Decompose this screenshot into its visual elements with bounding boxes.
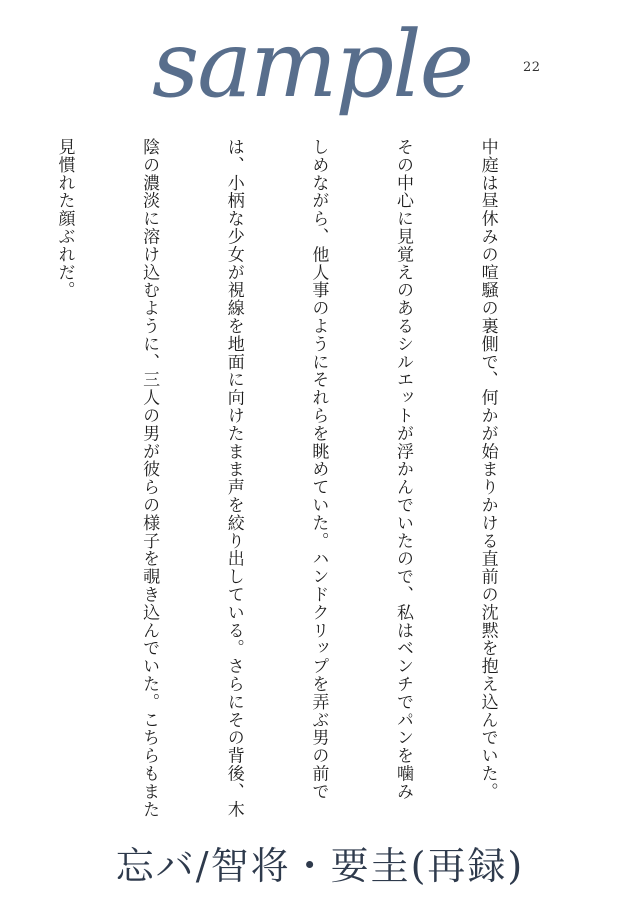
text-line: その中心に見覚えのあるシルエットが浮かんでいたので、私はベンチでパンを噛み: [392, 138, 413, 801]
text-line: 陰の濃淡に溶け込むように、三人の男が彼らの様子を覗き込んでいた。こちらもまた: [139, 138, 160, 819]
book-title: 忘バ/智将・要圭(再録): [115, 844, 525, 888]
text-line: しめながら、他人事のようにそれらを眺めていた。ハンドクリップを弄ぶ男の前で: [308, 138, 329, 801]
sample-watermark: [148, 18, 508, 128]
watermark-text: sample: [152, 18, 473, 118]
text-line: 中庭は昼休みの喧騒の裏側で、何かが始まりかける直前の沈黙を抱え込んでいた。: [477, 138, 498, 801]
page-number: 22: [523, 60, 541, 75]
text-line: 見慣れた顔ぶれだ。: [54, 138, 75, 300]
novel-body-text: [0, 138, 558, 838]
text-line: は、小柄な少女が視線を地面に向けたまま声を絞り出している。さらにその背後、木: [223, 138, 244, 819]
